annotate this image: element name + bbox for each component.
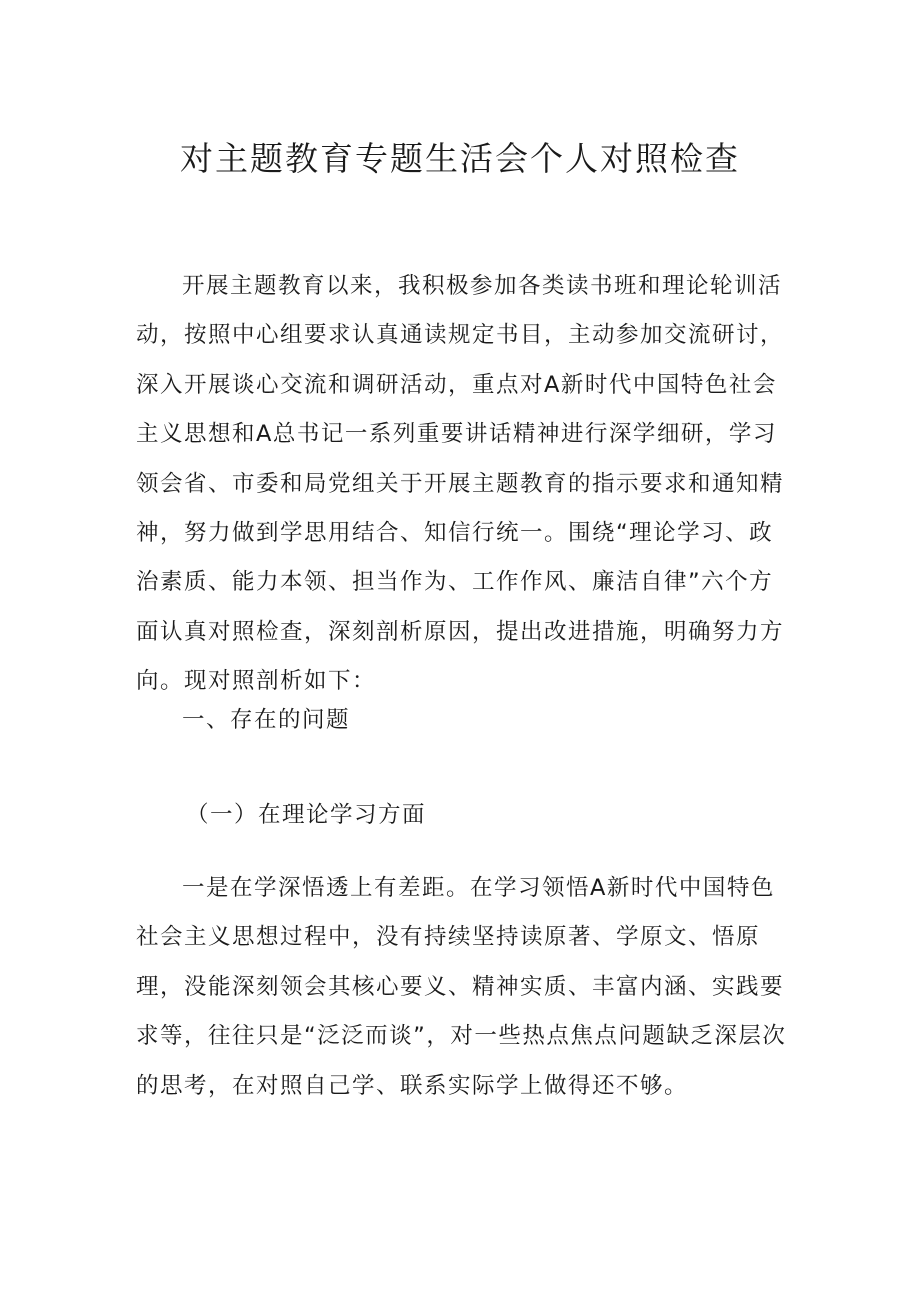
document-title: 对主题教育专题生活会个人对照检查 (180, 139, 740, 178)
subsection-heading: （一）在理论学习方面 (186, 802, 427, 828)
intro-paragraph: 开展主题教育以来，我积极参加各类读书班和理论轮训活动，按照中心组要求认真通读规定书目，主动参加交流研讨，深入开展谈心交流和调研活动，重点对A新时代中国特色社会主义思想和A总书记一系列重要讲话精神进行深学细研，学习领会省、市委和局党组关于开展主题教育的指示要求和通知精神，努力做到学思用结合、知信行统一。围绕“理论学习、政治素质、能力本领、担当作为、工作作风、廉洁自律”六个方面认真对照检查，深刻剖析原因，提出改进措施，明确努力方向。现对照剖析如下： (136, 273, 785, 695)
section-heading: 一、存在的问题 (182, 707, 351, 733)
subsection-paragraph: 一是在学深悟透上有差距。在学习领悟A新时代中国特色社会主义思想过程中，没有持续坚持读原著、学原文、悟原理，没能深刻领会其核心要义、精神实质、丰富内涵、实践要求等，往往只是“泛泛而谈”，对一些热点焦点问题缺乏深层次的思考，在对照自己学、联系实际学上做得还不够。 (136, 875, 787, 1099)
